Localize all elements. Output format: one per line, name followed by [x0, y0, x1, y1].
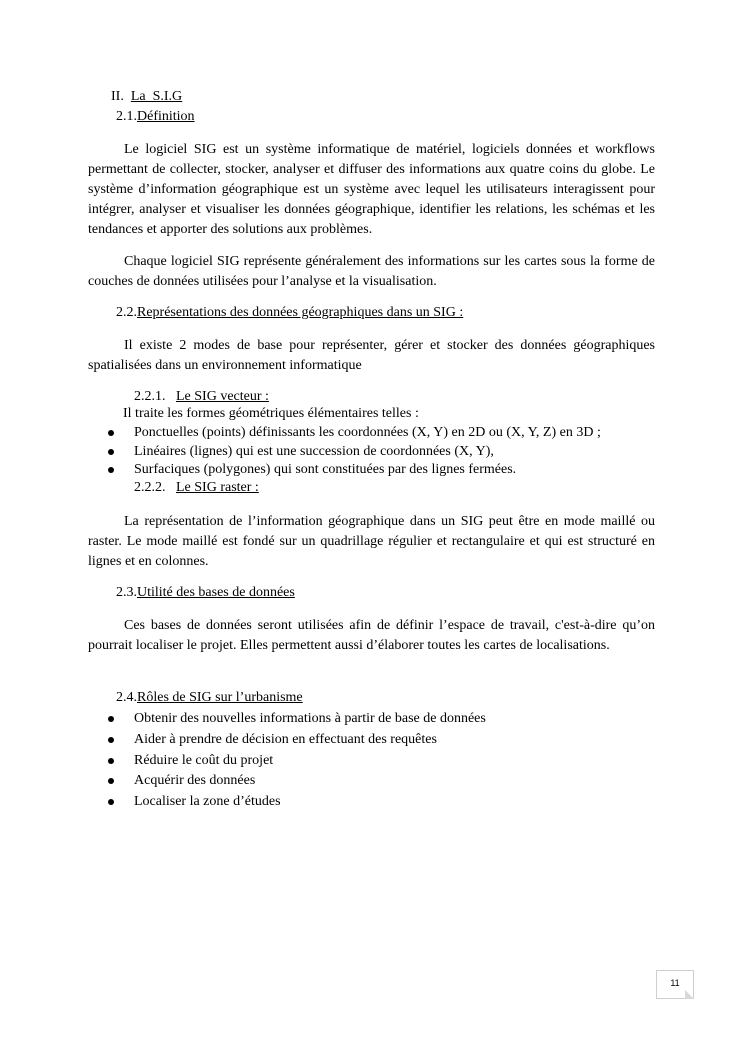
subsubsection-title: Le SIG raster :	[176, 480, 259, 495]
paragraph-text: Chaque logiciel SIG représente généralement des informations sur les cartes sous la forme de couches de données utilisées pour l’analyse et la visualisation.	[88, 254, 655, 289]
list-item-text: Localiser la zone d’études	[134, 794, 281, 810]
bullet-icon	[108, 799, 114, 805]
bullet-icon	[108, 737, 114, 743]
list-item	[108, 424, 601, 443]
bullet-icon	[108, 449, 114, 455]
paragraph-text: Le logiciel SIG est un système informatique de matériel, logiciels données et workflows permettant de collecter, stocker, analyser et diffuser des informations aux quatre coins du globe. Le système d’information géographique est un système avec lequel les utilisateurs interagissent pour intégrer, analyser et visualiser les données géographique, identifier les relations, les schémas et les tendances et apporter des solutions aux problèmes.	[88, 142, 655, 237]
list-item-text: Obtenir des nouvelles informations à partir de base de données	[134, 711, 486, 726]
paragraph-utility	[88, 616, 655, 656]
page-fold-icon	[685, 990, 694, 999]
paragraph-text: La représentation de l’information géographique dans un SIG peut être en mode maillé ou raster. Le mode maillé est fondé sur un quadrillage régulier et rectangulaire et qui est structuré en lignes et en colonnes.	[88, 514, 655, 569]
list-item-text: Acquérir des données	[134, 773, 256, 789]
paragraph-raster	[88, 512, 655, 572]
section-title: La S.I.G	[130, 89, 183, 104]
bullet-icon	[108, 430, 114, 436]
list-item	[108, 730, 486, 751]
subsubsection-number: 2.2.2.	[134, 480, 166, 495]
subsection-heading-2-3	[116, 584, 295, 602]
list-item	[108, 709, 486, 730]
list-item-text: Aider à prendre de décision en effectuant des requêtes	[134, 731, 437, 747]
subsection-title: Représentations des données géographiques dans un SIG :	[137, 305, 464, 320]
list-item-text: Réduire le coût du projet	[134, 752, 274, 768]
subsubsection-title: Le SIG vecteur :	[176, 389, 269, 404]
subsubsection-number: 2.2.1.	[134, 389, 166, 404]
subsection-title: Définition	[137, 109, 195, 124]
vector-forms-list	[108, 424, 601, 480]
paragraph-text: Il existe 2 modes de base pour représenter, gérer et stocker des données géographiques spatialisées dans un environnement informatique	[88, 338, 655, 373]
list-item	[108, 771, 486, 792]
vector-intro: Il traite les formes géométriques élémentaires telles :	[123, 406, 419, 421]
paragraph-text: Ces bases de données seront utilisées afin de définir l’espace de travail, c'est-à-dire qu’on pourrait localiser le projet. Elles permettent aussi d’élaborer toutes les cartes de localisations.	[88, 618, 655, 653]
section-heading-ii	[111, 88, 182, 106]
subsection-title: Utilité des bases de données	[137, 585, 295, 600]
subsubsection-heading-2-2-2	[134, 479, 259, 497]
paragraph-definition-1	[88, 140, 655, 240]
subsection-title: Rôles de SIG sur l’urbanisme	[137, 690, 303, 705]
subsection-heading-2-1	[116, 108, 195, 126]
list-item	[108, 751, 486, 772]
subsection-number: 2.1.	[116, 109, 137, 124]
bullet-icon	[108, 778, 114, 784]
subsection-heading-2-4	[116, 689, 303, 707]
page-number-box	[656, 970, 694, 999]
paragraph-definition-2	[88, 252, 655, 292]
subsection-number: 2.4.	[116, 690, 137, 705]
urbanism-roles-list	[108, 709, 486, 813]
section-number: II.	[111, 89, 124, 104]
paragraph-representations	[88, 336, 655, 376]
subsection-heading-2-2	[116, 304, 463, 322]
page-number: 11	[670, 978, 680, 988]
list-item-text: Linéaires (lignes) qui est une succession de coordonnées (X, Y),	[134, 443, 494, 459]
list-item	[108, 461, 601, 480]
subsubsection-heading-2-2-1	[134, 388, 269, 406]
subsection-number: 2.2.	[116, 305, 137, 320]
list-item	[108, 792, 486, 813]
bullet-icon	[108, 467, 114, 473]
list-item-text: Ponctuelles (points) définissants les coordonnées (X, Y) en 2D ou (X, Y, Z) en 3D ;	[134, 425, 601, 440]
bullet-icon	[108, 758, 114, 764]
list-item-text: Surfaciques (polygones) qui sont constituées par des lignes fermées.	[134, 462, 517, 477]
subsection-number: 2.3.	[116, 585, 137, 600]
list-item	[108, 443, 601, 462]
bullet-icon	[108, 716, 114, 722]
